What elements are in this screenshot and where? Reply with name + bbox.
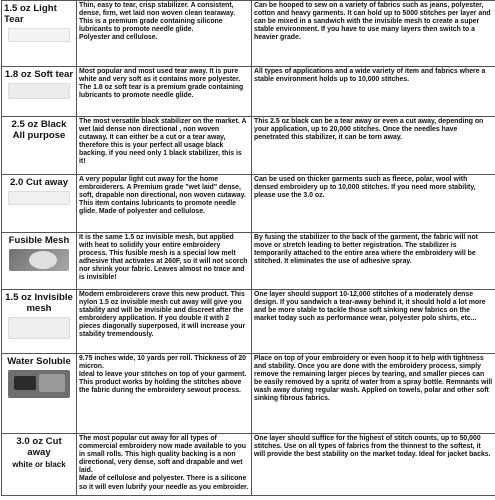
product-description: A very popular light cut away for the home embroiderers. A Premium grade "wet laid" dense, soft, drapable non directional, non woven cutaway. This item contains lubricants to promote needle glide. Made of polyester and cellulose. (79, 176, 246, 216)
description-cell (77, 1, 252, 67)
product-cell (2, 354, 77, 434)
stabilizer-swatch-image (8, 191, 70, 205)
product-name: 1.5 oz Invisible mesh (5, 292, 73, 314)
product-description-extra: Ideal to leave your stitches on top of your garment. This product works by holding the stitches above the fabric during the embroidery sewout process. (79, 371, 247, 395)
product-description: 9.75 inches wide, 10 yards per roll. Thickness of 20 micron. (79, 355, 246, 371)
product-description: Most popular and most used tear away. It is pure white and very soft as it contains more polyester. The 1.8 oz soft tear is a premium grade containing lubricants to promote needle glide. (79, 68, 244, 100)
stabilizer-comparison-table (1, 0, 495, 496)
product-cell (2, 434, 77, 496)
table-row (2, 67, 495, 117)
usage-cell: Can be used on thicker garments such as fleece, polar, wool with densed embroidery up to 10,000 stitches. If you need more stability, please use the 3.0 oz. (252, 175, 495, 233)
product-name: 2.0 Cut away (9, 177, 69, 188)
stabilizer-swatch-image (8, 28, 70, 42)
table-row (2, 290, 495, 354)
table-row (2, 117, 495, 175)
stabilizer-swatch-image (8, 83, 70, 99)
usage-cell: One layer should support 10-12,000 stitches of a moderately dense design. If you sandwich a tear-away behind it, it should hold a lot more and be more stable to tackle those soft sinking new fabrics on the market today such as performance wear, polyester polo shirts, etc... (252, 290, 495, 354)
table-row (2, 175, 495, 233)
usage-cell: Can be hooped to sew on a variety of fabrics such as jeans, polyester, cotton and heavy garments. It can hold up to 5000 stitches per layer and can be mixed in a sandwich with the invisible mesh to create a super stable environment. If you have to use many layers then switch to a heavier grade. (252, 1, 495, 67)
product-cell (2, 175, 77, 233)
product-description-extra: Made of cellulose and polyester. There is a silicone so it will even lubrify your needle as you embroider. (79, 475, 249, 491)
usage-cell: By fusing the stabilizer to the back of the garment, the fabric will not move or stretch leading to better registration. The stabilizer is temporarily attached to the entire area where the embroidery will be stitched. It eliminates the use of adhesive spray. (252, 233, 495, 290)
description-cell (77, 354, 252, 434)
product-name: 1.8 oz Soft tear (4, 69, 74, 80)
product-description: It is the same 1.5 oz invisible mesh, but applied with heat to solidify your entire embroidery process. This fusible mesh is a special low melt adhesive that activates at 260F, so it will not scorch nor shrink your fabric. Leaves almost no trace and is invisible! (79, 234, 248, 282)
fusible-mesh-photo (9, 249, 69, 271)
product-cell (2, 67, 77, 117)
product-cell (2, 1, 77, 67)
description-cell (77, 67, 252, 117)
product-name: Water Soluble (7, 356, 71, 367)
product-cell (2, 290, 77, 354)
description-cell (77, 233, 252, 290)
stabilizer-swatch-image (8, 317, 70, 339)
description-cell (77, 175, 252, 233)
product-cell (2, 117, 77, 175)
product-description: Thin, easy to tear, crisp stabilizer. A consistent, dense, firm, wet laid non woven clean tearaway. This is a premium grade containing silicone lubricants to promote needle glide. (79, 2, 236, 34)
usage-cell: All types of applications and a wide variety of item and fabrics where a stable environment holds up to 10,000 stitches. (252, 67, 495, 117)
product-name: 3.0 oz Cut away (16, 436, 62, 458)
product-description: The most popular cut away for all types of commercial embroidery now made available to you in small rolls. This high quality backing is a non directional, very dense, soft and drapable and wet laid. (79, 435, 246, 475)
product-name: 2.5 oz Black (11, 119, 67, 130)
usage-cell: This 2.5 oz black can be a tear away or even a cut away, depending on your application, up to 20,000 stitches. Once the needles have penetrated this stabilizer, it can be torn away. (252, 117, 495, 175)
product-subtitle: All purpose (12, 130, 66, 141)
description-cell (77, 434, 252, 496)
table-row (2, 434, 495, 496)
embroidery-machine-image (8, 370, 70, 398)
product-description-extra: Polyester and cellulose. (79, 34, 158, 42)
table-row (2, 1, 495, 67)
description-cell (77, 290, 252, 354)
description-cell (77, 117, 252, 175)
product-description: Modern embroiderers crave this new product. This nylon 1.5 oz invisible mesh cut away will give you stability and will be invisible and discreet after the embroidery application. If you double it with 2 pieces diagonally superposed, it will increase your stability tremendously. (79, 291, 246, 339)
product-name: 1.5 oz Light Tear (4, 3, 57, 25)
table-row (2, 354, 495, 434)
product-name: Fusible Mesh (8, 235, 70, 246)
product-subtitle: white or black (12, 460, 66, 469)
usage-cell: One layer should suffice for the highest of stitch counts, up to 50,000 stitches. Use on all types of fabrics from the thinnest to the softest, it will provide the best stability on the market today. Ideal for jacket backs. (252, 434, 495, 496)
product-cell (2, 233, 77, 290)
usage-cell: Place on top of your embroidery or even hoop it to help with tightness and stability. Once you are done with the embroidery process, simply remove the remaining larger pieces by tearing, and smaller pieces can be easily removed by a spritz of water from a spray bottle. Remnants will wash away during regular wash. Applied on towels, polar and other soft sinking fibrous fabrics. (252, 354, 495, 434)
product-description: The most versatile black stabilizer on the market. A wet laid dense non directional , non woven cutaway. It can either be a cut or a tear away, therefore this is your perfect all usage black backing. if you need only 1 black stabilizer, this is it! (79, 118, 247, 166)
table-row (2, 233, 495, 290)
